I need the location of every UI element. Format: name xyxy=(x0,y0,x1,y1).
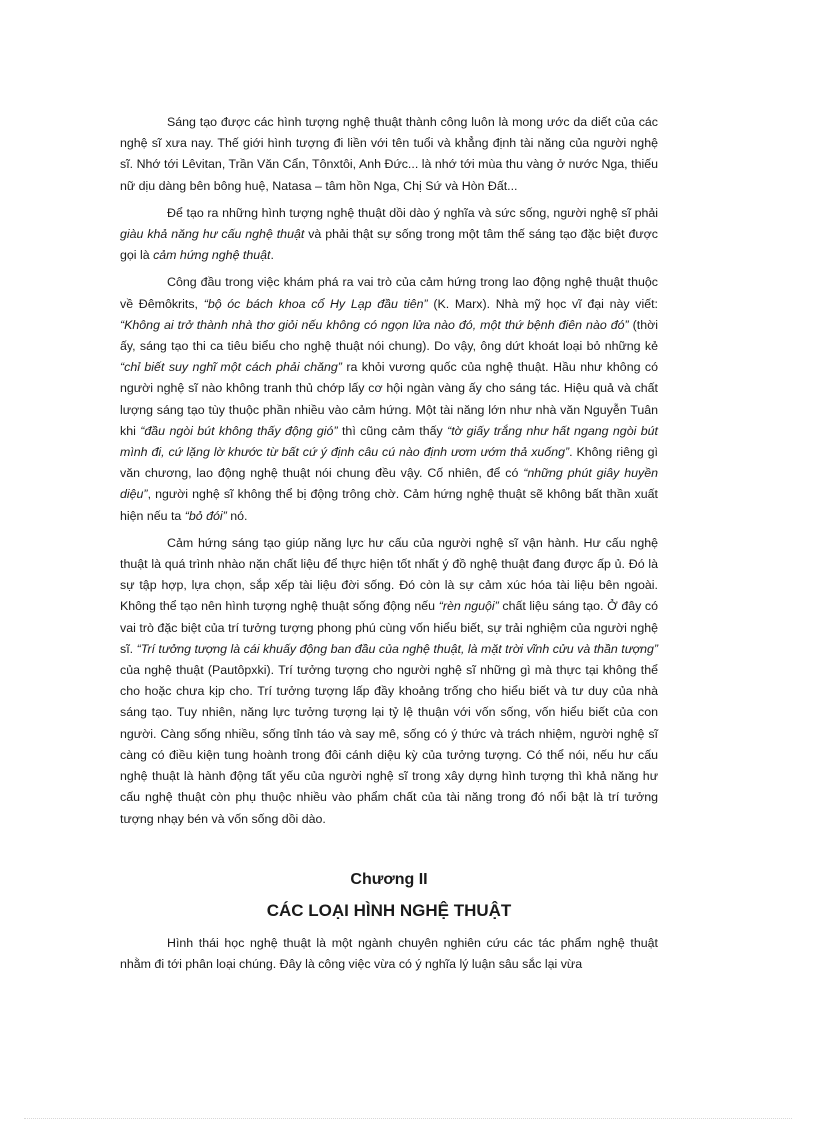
chapter-title: CÁC LOẠI HÌNH NGHỆ THUẬT xyxy=(266,900,512,920)
text-run: thì cũng cảm thấy xyxy=(337,423,448,438)
italic-quote: “tờ giấy trắng như hất ngang ngòi bút mình đi, cứ lặng lờ khước từ bất cứ ý định câu cú nào định ươm ướm thả xuống” xyxy=(120,423,658,460)
italic-quote: “bộ óc bách khoa cổ Hy Lạp đầu tiên” xyxy=(203,296,428,311)
text-run: và phải thật sự sống trong một tâm thế sáng tạo đặc biệt được gọi là xyxy=(120,227,658,263)
text-run: (thời ấy, sáng tạo thi ca tiêu biểu cho nghệ thuật nói chung). Do vậy, ông dứt khoát loại bỏ những kẻ xyxy=(120,317,659,354)
italic-quote: cảm hứng nghệ thuật xyxy=(153,248,271,263)
text-run: của nghệ thuật (Pautôpxki). Trí tưởng tượng cho người nghệ sĩ những gì mà thực tại không thể cho hoặc chưa kịp cho. Trí tưởng tượng lấp đầy khoảng trống cho hiểu biết và tư duy của nhà sáng tạo. Tuy nhiên, năng lực tưởng tượng lại tỷ lệ thuận với vốn sống, vốn hiểu biết của con người. Càng sống nhiều, sống tỉnh táo và say mê, sống có ý thức và trách nhiệm, người nghệ sĩ càng có điều kiện tung hoành trong đôi cánh diệu kỳ của tưởng tượng. Có thể nói, nếu hư cấu nghệ thuật là hành động tất yếu của người nghệ sĩ trong xây dựng hình tượng thì khả năng hư cấu nghệ thuật còn phụ thuộc nhiều vào phẩm chất của tài năng trong đó nổi bật là trí tưởng tượng nhạy bén và vốn sống dồi dào. xyxy=(120,663,658,826)
text-run: Sáng tạo được các hình tượng nghệ thuật thành công luôn là mong ước da diết của các nghệ sĩ xưa nay. Thế giới hình tượng đi liền với tên tuổi và khẳng định tài năng của người nghệ sĩ. Nhớ tới Lêvitan, Trần Văn Cẩn, Tônxtôi, Anh Đức... là nhớ tới mùa thu vàng ở nước Nga, thiếu nữ dịu dàng bên bông huệ, Natasa – tâm hồn Nga, Chị Sứ và Hòn Đất... xyxy=(120,115,658,193)
text-run: , người nghệ sĩ không thể bị động trông chờ. Cảm hứng nghệ thuật sẽ không bất thần xuất hiện nếu ta xyxy=(120,487,658,523)
page-bottom-divider xyxy=(24,1118,792,1119)
document-page xyxy=(120,112,658,981)
italic-quote: “chỉ biết suy nghĩ một cách phải chăng” xyxy=(120,360,342,375)
text-run: . xyxy=(270,248,274,263)
text-run: chất liệu sáng tạo. Ở đây có vai trò đặc biệt của trí tưởng tượng phong phú cùng vốn hiểu biết, sự trải nghiệm của người nghệ sĩ. xyxy=(120,599,659,656)
italic-quote: “những phút giây huyền diệu” xyxy=(120,466,658,502)
italic-quote: giàu khả năng hư cấu nghệ thuật xyxy=(120,227,305,242)
italic-quote: “đầu ngòi bút không thấy động gió” xyxy=(140,423,338,438)
paragraph-4 xyxy=(120,533,658,830)
paragraph-3 xyxy=(120,272,658,526)
italic-quote: “Trí tưởng tượng là cái khuấy động ban đầu của nghệ thuật, là mặt trời vĩnh cửu và thần tượng” xyxy=(136,641,658,656)
text-run: nó. xyxy=(226,508,248,523)
paragraph-5: Hình thái học nghệ thuật là một ngành chuyên nghiên cứu các tác phẩm nghệ thuật nhằm đi tới phân loại chúng. Đây là công việc vừa có ý nghĩa lý luận sâu sắc lại vừa xyxy=(120,935,658,971)
paragraph-2 xyxy=(120,203,658,267)
text-run: ra khỏi vương quốc của nghệ thuật. Hầu như không có người nghệ sĩ nào không tranh thủ chớp lấy cơ hội ngàn vàng ấy cho sáng tác. Hiệu quả và chất lượng sáng tạo tùy thuộc phần nhiều vào cảm hứng. Một tài năng lớn như nhà văn Nguyễn Tuân khi xyxy=(120,360,659,438)
chapter-number: Chương II xyxy=(350,870,428,888)
italic-quote: “bỏ đói” xyxy=(184,508,227,523)
paragraph-1 xyxy=(120,112,658,197)
text-run: (K. Marx). Nhà mỹ học vĩ đại này viết: xyxy=(427,296,658,311)
italic-quote: “rèn nguội” xyxy=(438,599,499,614)
italic-quote: “Không ai trở thành nhà thơ giỏi nếu không có ngọn lửa nào đó, một thứ bệnh điên nào đó” xyxy=(120,317,629,332)
text-run: Công đầu trong việc khám phá ra vai trò của cảm hứng trong lao động nghệ thuật thuộc về Đêmôkrits, xyxy=(120,275,658,311)
text-run: Để tạo ra những hình tượng nghệ thuật dồi dào ý nghĩa và sức sống, người nghệ sĩ phải xyxy=(167,205,658,220)
text-run: Cảm hứng sáng tạo giúp năng lực hư cấu của người nghệ sĩ vận hành. Hư cấu nghệ thuật là quá trình nhào nặn chất liệu để thực hiện tốt nhất ý đồ nghệ thuật đang được ấp ủ. Đó là sự tập hợp, lựa chọn, sắp xếp tài liệu đời sống. Đó còn là sự cảm xúc hóa tài liệu bên ngoài. Không thể tạo nên hình tượng nghệ thuật sống động nếu xyxy=(120,535,658,614)
text-run: . Không riêng gì văn chương, lao động nghệ thuật nói chung đều vậy. Cố nhiên, để có xyxy=(120,445,658,481)
